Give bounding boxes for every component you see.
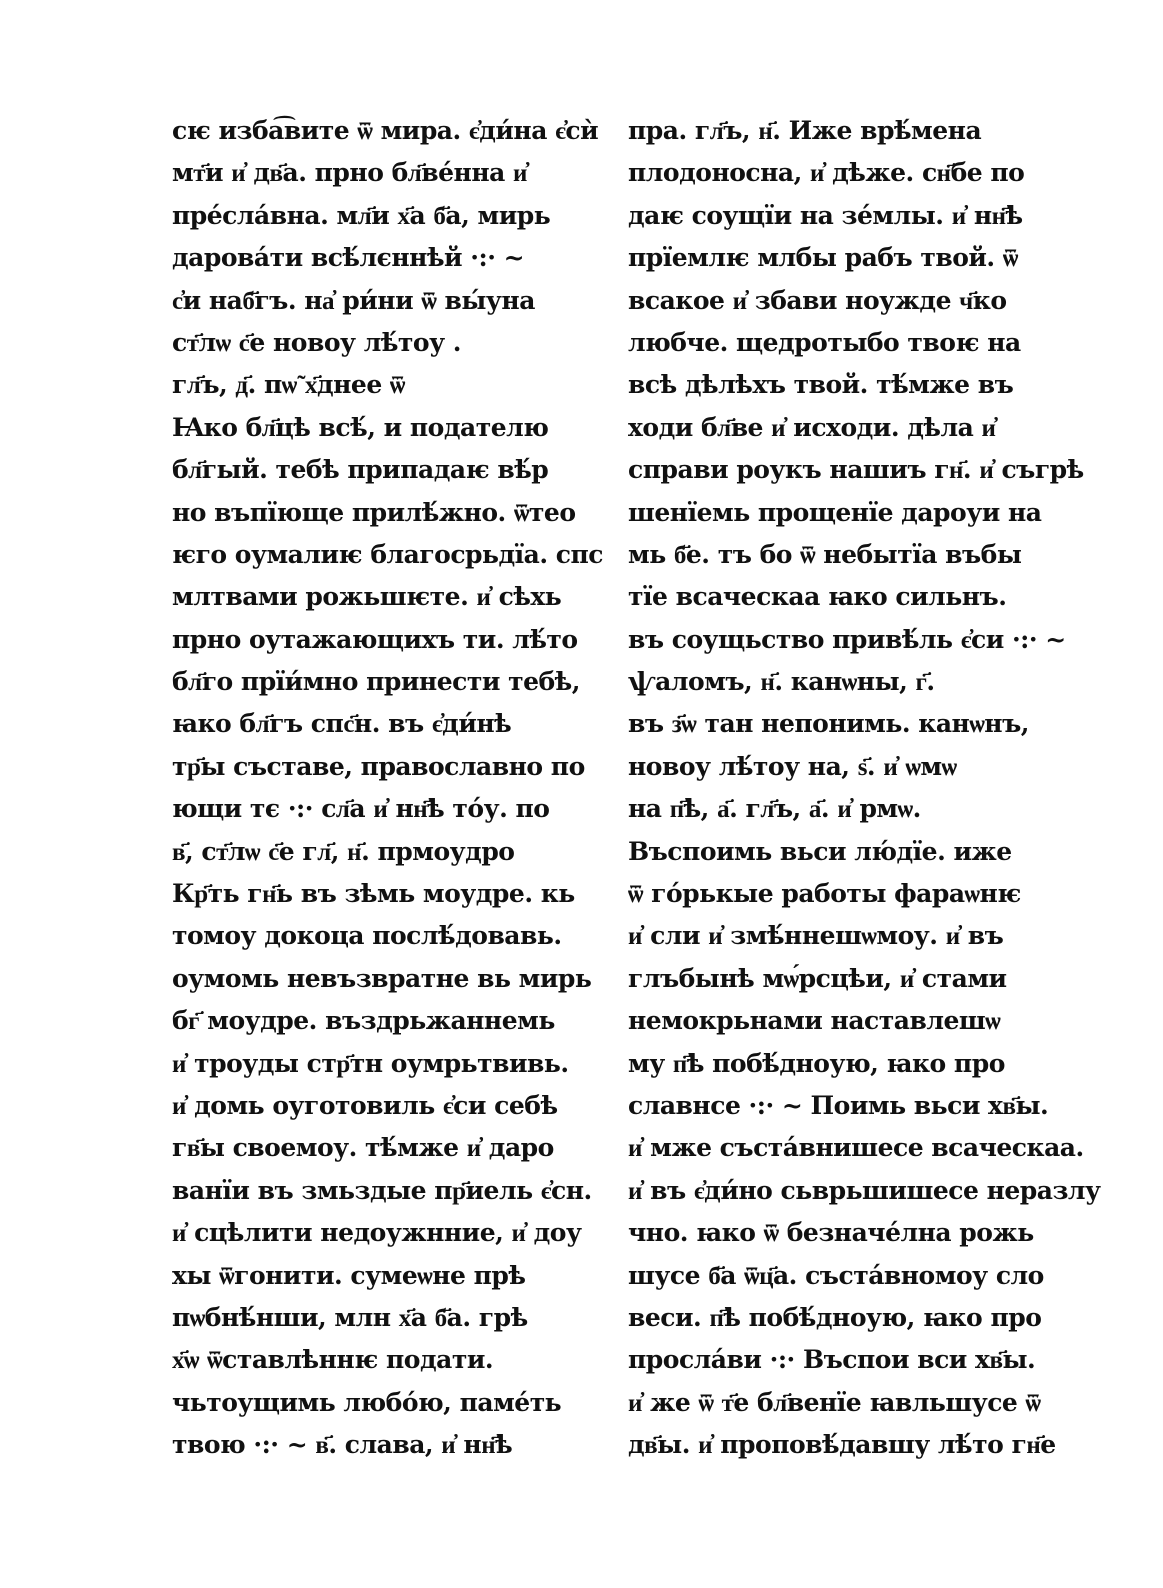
- text-line: пра. гл҃ъ, н҃. Иже врѣ́мена: [628, 116, 982, 145]
- text-line: всѣ дѣлѣхъ твой. тѣ́мже въ: [628, 370, 1014, 400]
- text-line: бг҃ моудре. въздрьжаннемь: [172, 1006, 555, 1036]
- text-line: ꙗко бл҃гъ спс҃н. въ є҆ди́нѣ: [172, 709, 512, 739]
- text-line: бл҃гый. тебѣ припадаѥ вѣ́р: [172, 455, 549, 485]
- text-line: дв҃ы. и҆ проповѣ́давшу лѣ́то гн҃е: [628, 1430, 1056, 1460]
- text-line: гв҃ы своемоу. тѣ́мже и҆ даро: [172, 1133, 554, 1163]
- text-line: прно оутажающихъ ти. лѣ́то: [172, 624, 578, 654]
- text-line: веси. п҃ѣ побѣ́дноую, ꙗко про: [628, 1302, 1042, 1332]
- text-line: сѥ изба͡вите ѿ мира. є҆ди́на є҆сѝ: [172, 116, 599, 145]
- text-line: томоу докоца послѣ́довавь.: [172, 921, 562, 951]
- text-line: въ з҃ѡ тан непонимь. канѡнъ,: [628, 709, 1029, 739]
- right-text-column: [628, 110, 1101, 1467]
- text-line: дарова́ти всѣ́лєннѣй ·:· ~: [172, 243, 525, 273]
- text-line: любче. щедротыбо твоѥ на: [628, 327, 1021, 357]
- text-line: шенїемь прощенїе дароуи на: [628, 497, 1042, 527]
- text-line: ющи тє ·:· сл҃а и҆ нн҃ѣ то́у. по: [172, 794, 550, 824]
- text-line: шусе б҃а ѿц҃а. съста́вномоу сло: [628, 1260, 1044, 1290]
- text-line: оумомь невъзвратне вь мирь: [172, 963, 592, 993]
- text-line: тїе всаческаа ꙗко сильнъ.: [628, 582, 1007, 612]
- text-line: млтвами рожьшѥте. и҆ сѣхь: [172, 582, 562, 612]
- text-line: и҆ мже съста́внишесе всаческаа.: [628, 1133, 1084, 1163]
- text-line: твою ·:· ~ в҃. слава, и҆ нн҃ѣ: [172, 1430, 513, 1460]
- text-line: и҆ троуды стр҃тн оумрьтвивь.: [172, 1048, 569, 1078]
- text-line: Ꙗко бл҃цѣ всѣ́, и подателю: [172, 412, 549, 442]
- text-line: новоу лѣ́тоу на, ѕ҃. и҆ ѡмѡ: [628, 751, 957, 781]
- text-line: ѱаломъ, н҃. канѡны, г҃.: [628, 667, 935, 697]
- text-line: бл҃го прїи́мно принести тебѣ,: [172, 667, 580, 697]
- text-line: и҆ домь оуготовиль є҆си себѣ: [172, 1090, 558, 1120]
- text-line: всакое и҆ збави ноужде ч҃ко: [628, 285, 1007, 315]
- text-line: му п҃ѣ побѣ́дноую, ꙗко про: [628, 1048, 1005, 1078]
- text-line: на п҃ѣ, а҃. гл҃ъ, а҃. и҆ рмѡ.: [628, 794, 921, 824]
- text-line: въ соущьство привѣ́ль є҆си ·:· ~: [628, 624, 1066, 654]
- text-line: глъбынѣ мѡ́рсцѣи, и҆ стами: [628, 963, 1007, 993]
- text-line: ванїи въ змьздые пр҃иель є҆сн.: [172, 1175, 592, 1205]
- text-line: с҆и наб҃гъ. на҆ ри́ни ѿ вы́уна: [172, 285, 535, 315]
- text-line: плодоносна, и҆ дѣже. сн҃бе по: [628, 158, 1025, 188]
- text-line: пре́сла́вна. мл҃и х҃а б҃а, мирь: [172, 200, 551, 230]
- text-line: и҆ сцѣлити недоужнние, и҆ доу: [172, 1218, 582, 1248]
- text-line: х҃ѡ ѿставлѣннѥ подати.: [172, 1345, 494, 1375]
- text-line: ст҃лѡ с҃е новоу лѣ́тоу .: [172, 327, 462, 357]
- text-line: и҆ сли и҆ змѣ́ннешѡмоу. и҆ въ: [628, 921, 1004, 951]
- text-line: ѥго оумалиѥ благосрьдїа. спс: [172, 539, 604, 569]
- text-line: чно. ꙗко ѿ безначе́лна рожь: [628, 1218, 1034, 1248]
- text-line: мь б҃е. тъ бо ѿ небытїа въбы: [628, 539, 1022, 569]
- text-line: ѿ го́рькые работы фараѡнѥ: [628, 879, 1021, 909]
- left-text-column: [172, 110, 604, 1467]
- text-line: пѡбнѣ́нши, млн х҃а б҃а. грѣ: [172, 1302, 528, 1332]
- text-line: просла́ви ·:· Въспои вси хв҃ы.: [628, 1345, 1036, 1375]
- text-line: хы ѿгонити. сумеѡне прѣ: [172, 1260, 526, 1290]
- text-line: немокрьнами наставлешѡ: [628, 1006, 1001, 1036]
- text-line: гл҃ъ, д҃. пѡ̃ х҃днее ѿ: [172, 370, 405, 400]
- text-line: прїемлѥ млбы рабъ твой. ѿ: [628, 243, 1018, 273]
- text-line: славнсе ·:· ~ Поимь вьси хв҃ы.: [628, 1090, 1049, 1120]
- text-line: в҃, ст҃лѡ с҃е гл҃, н҃. прмоудро: [172, 836, 515, 866]
- text-line: ходи бл҃ве и҆ исходи. дѣла и҆: [628, 412, 996, 442]
- text-line: и҆ же ѿ т҃е бл҃венїе ꙗвльшусе ѿ: [628, 1387, 1041, 1417]
- text-line: чьтоущимь любо́ю, паме́ть: [172, 1387, 562, 1417]
- text-line: и҆ въ є҆ди́но сьврьшишесе неразлу: [628, 1175, 1101, 1205]
- text-line: справи роукъ нашиъ гн҃. и҆ съгрѣ: [628, 455, 1084, 485]
- text-line: но въпїюще прилѣ́жно. ѿтео: [172, 497, 576, 527]
- text-line: Кр҃ть гн҃ь въ зѣмь моудре. кь: [172, 879, 575, 909]
- text-line: даѥ соущїи на зе́млы. и҆ нн҃ѣ: [628, 200, 1023, 230]
- text-line: мт҃и и҆ дв҃а. прно бл҃ве́нна и҆: [172, 158, 527, 188]
- text-line: Въспоимь вьси лю́дїе. иже: [628, 836, 1012, 866]
- text-line: тр҃ы съставе, православно по: [172, 751, 585, 781]
